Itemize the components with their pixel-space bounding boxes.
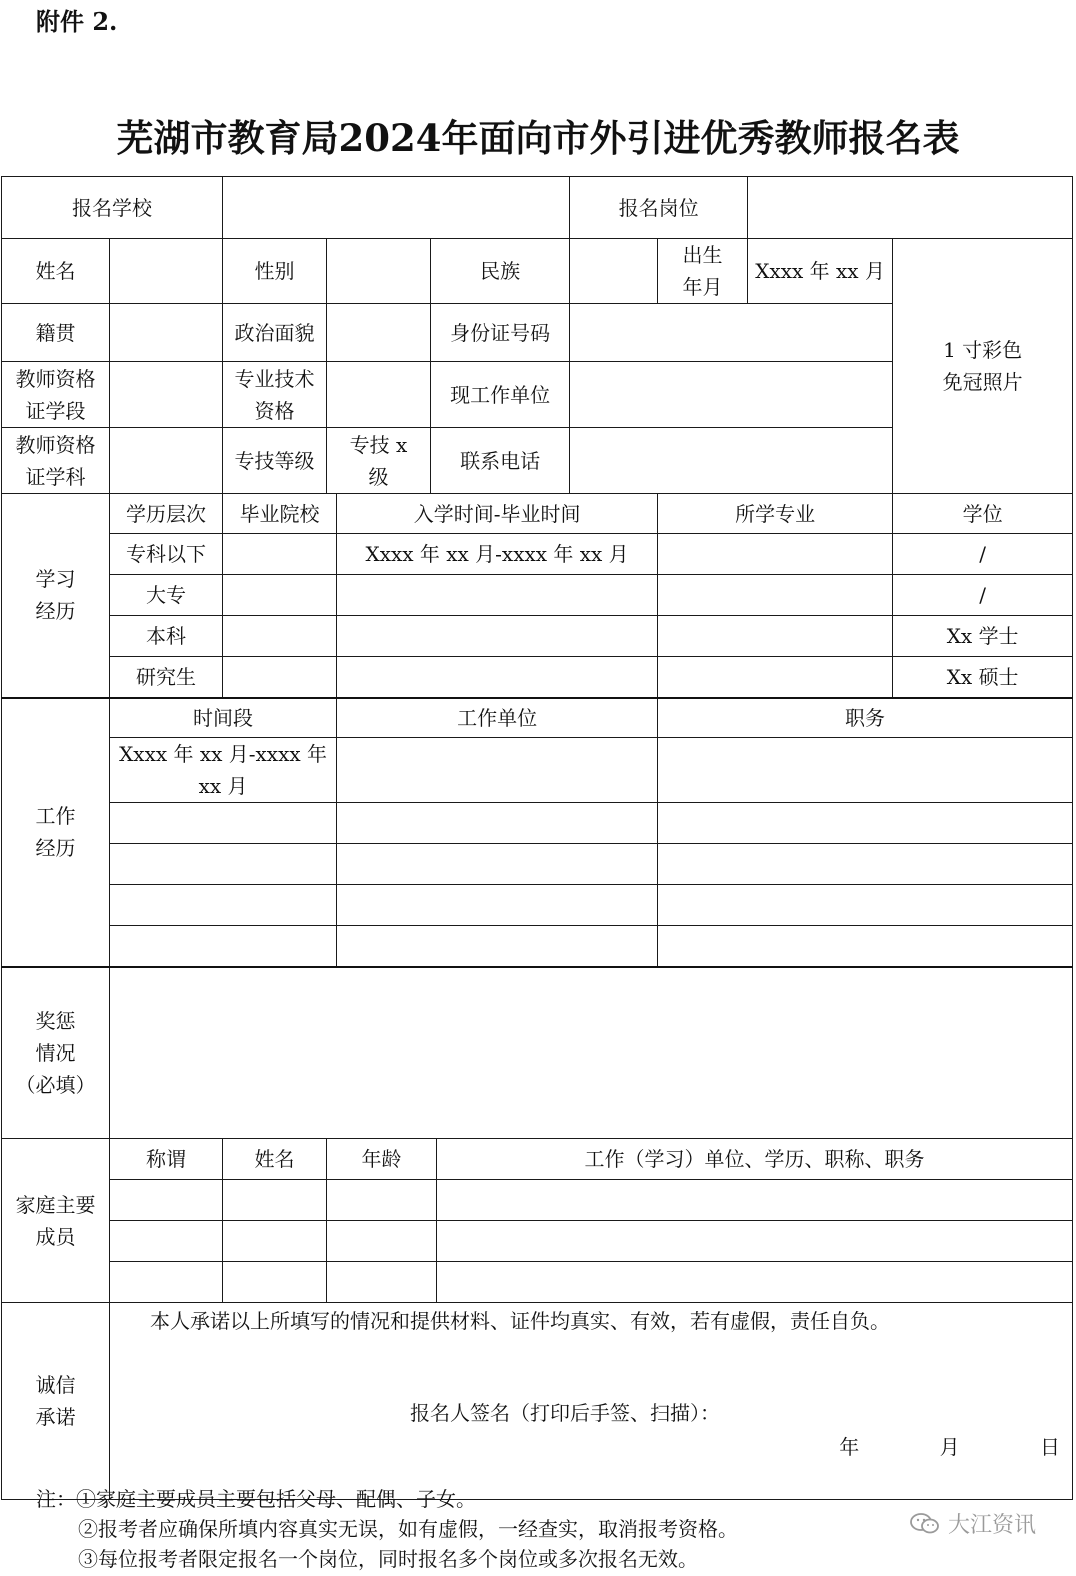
form-title: 芜湖市教育局2024年面向市外引进优秀教师报名表: [116, 116, 960, 160]
pledge-label-line2: 承诺: [35, 1405, 76, 1429]
edu-row-major[interactable]: [658, 534, 893, 575]
family-header-name: 姓名: [223, 1139, 327, 1180]
phone-label: 联系电话: [430, 428, 569, 494]
edu-header-school: 毕业院校: [223, 494, 337, 534]
edu-row-degree[interactable]: /: [893, 534, 1073, 575]
edu-row-school[interactable]: [223, 616, 337, 657]
work-row-period[interactable]: [110, 844, 337, 885]
photo-text-line1: 1 寸彩色: [943, 338, 1023, 362]
photo-box[interactable]: [893, 239, 1073, 494]
work-row-title[interactable]: [658, 926, 1073, 967]
edu-header-major: 所学专业: [658, 494, 893, 534]
work-row-unit[interactable]: [337, 885, 658, 926]
native-field[interactable]: [110, 304, 223, 362]
cert-subject-line2: 证学科: [25, 464, 86, 489]
ethnicity-field[interactable]: [570, 239, 658, 304]
pledge-label-line1: 诚信: [35, 1373, 76, 1397]
edu-row-school[interactable]: [223, 575, 337, 616]
awards-label: [2, 967, 110, 1139]
wechat-icon: [910, 1512, 940, 1536]
birth-label-line2: 年月: [682, 275, 723, 299]
edu-row-period[interactable]: [337, 575, 658, 616]
gender-field[interactable]: [327, 239, 431, 304]
date-month: 月: [939, 1435, 960, 1459]
pledge-field[interactable]: [110, 1303, 1073, 1500]
notes: [36, 1484, 738, 1574]
family-row-name[interactable]: [223, 1221, 327, 1262]
edu-row-level: 大专: [110, 575, 223, 616]
birth-label: [658, 239, 748, 304]
id-label: 身份证号码: [430, 304, 569, 362]
family-row-age[interactable]: [327, 1180, 437, 1221]
gender-label: 性别: [223, 239, 327, 304]
edu-row-school[interactable]: [223, 534, 337, 575]
edu-row-period[interactable]: Xxxx 年 xx 月-xxxx 年 xx 月: [337, 534, 658, 575]
family-row-details[interactable]: [436, 1180, 1072, 1221]
edu-header-degree: 学位: [893, 494, 1073, 534]
signature-label: 报名人签名（打印后手签、扫描）：: [410, 1401, 720, 1425]
family-header-relation: 称谓: [110, 1139, 223, 1180]
edu-row-major[interactable]: [658, 657, 893, 698]
position-label: 报名岗位: [570, 177, 748, 239]
work-row-period[interactable]: [110, 885, 337, 926]
work-row-unit[interactable]: [337, 926, 658, 967]
work-row-unit[interactable]: [337, 738, 658, 803]
note-2: ②报考者应确保所填内容真实无误，如有虚假，一经查实，取消报考资格。: [78, 1517, 738, 1541]
edu-row-period[interactable]: [337, 616, 658, 657]
school-label: 报名学校: [2, 177, 223, 239]
edu-row-school[interactable]: [223, 657, 337, 698]
work-row-title[interactable]: [658, 738, 1073, 803]
family-section-label: [2, 1139, 110, 1303]
work-label-line1: 工作: [35, 804, 76, 828]
family-header-details: 工作（学习）单位、学历、职称、职务: [436, 1139, 1072, 1180]
awards-label-line2: 情况: [35, 1040, 76, 1065]
cert-subject-line1: 教师资格: [15, 432, 96, 457]
current-unit-label: 现工作单位: [430, 362, 569, 428]
cert-stage-label: [2, 362, 110, 428]
tech-qual-line1: 专业技术: [234, 366, 315, 391]
note-3: ③每位报考者限定报名一个岗位，同时报名多个岗位或多次报名无效。: [78, 1547, 698, 1571]
pledge-statement: 本人承诺以上所填写的情况和提供材料、证件均真实、有效，若有虚假，责任自负。: [150, 1309, 890, 1333]
date-year: 年: [839, 1435, 860, 1459]
edu-row-level: 专科以下: [110, 534, 223, 575]
awards-label-line3: （必填）: [15, 1072, 96, 1097]
edu-row-degree[interactable]: Xx 硕士: [893, 657, 1073, 698]
edu-row-period[interactable]: [337, 657, 658, 698]
registration-form: [1, 176, 1073, 1500]
awards-label-line1: 奖惩: [35, 1008, 76, 1033]
work-header-unit: 工作单位: [337, 698, 658, 738]
cert-stage-line2: 证学段: [25, 398, 86, 423]
work-row-unit[interactable]: [337, 803, 658, 844]
tech-qual-label: [223, 362, 327, 428]
work-header-period: 时间段: [110, 698, 337, 738]
family-row-details[interactable]: [436, 1262, 1072, 1303]
position-field[interactable]: [747, 177, 1072, 239]
name-field[interactable]: [110, 239, 223, 304]
cert-stage-line1: 教师资格: [15, 366, 96, 391]
family-row-relation[interactable]: [110, 1262, 223, 1303]
education-section-label: [2, 494, 110, 698]
birth-label-line1: 出生: [682, 243, 723, 267]
family-row-name[interactable]: [223, 1180, 327, 1221]
tech-qual-line2: 资格: [254, 398, 295, 423]
edu-row-level: 研究生: [110, 657, 223, 698]
edu-row-degree[interactable]: Xx 学士: [893, 616, 1073, 657]
work-row-period[interactable]: [110, 803, 337, 844]
family-header-age: 年龄: [327, 1139, 437, 1180]
tech-level-field[interactable]: [327, 428, 431, 494]
cert-stage-field[interactable]: [110, 362, 223, 428]
pledge-label: [2, 1303, 110, 1500]
education-label-line1: 学习: [35, 567, 76, 592]
edu-header-period: 入学时间-毕业时间: [337, 494, 658, 534]
family-row-relation[interactable]: [110, 1221, 223, 1262]
work-row-title[interactable]: [658, 803, 1073, 844]
watermark-text: 大江资讯: [947, 1513, 1036, 1538]
family-row-age[interactable]: [327, 1262, 437, 1303]
work-row-title[interactable]: [658, 844, 1073, 885]
name-label: 姓名: [2, 239, 110, 304]
birth-field[interactable]: Xxxx 年 xx 月: [747, 239, 892, 304]
family-row-details[interactable]: [436, 1221, 1072, 1262]
work-row-unit[interactable]: [337, 844, 658, 885]
family-row-name[interactable]: [223, 1262, 327, 1303]
school-field[interactable]: [223, 177, 570, 239]
edu-row-degree[interactable]: /: [893, 575, 1073, 616]
family-label-line1: 家庭主要: [15, 1192, 96, 1217]
edu-header-level: 学历层次: [110, 494, 223, 534]
political-field[interactable]: [327, 304, 431, 362]
family-row-age[interactable]: [327, 1221, 437, 1262]
signature-date: [805, 1431, 1060, 1463]
edu-row-major[interactable]: [658, 616, 893, 657]
note-1: 注：①家庭主要成员主要包括父母、配偶、子女。: [36, 1487, 476, 1511]
work-row-title[interactable]: [658, 885, 1073, 926]
cert-subject-label: [2, 428, 110, 494]
tech-qual-field[interactable]: [327, 362, 431, 428]
native-label: 籍贯: [2, 304, 110, 362]
work-label-line2: 经历: [35, 836, 76, 860]
current-unit-field[interactable]: [570, 362, 893, 428]
political-label: 政治面貌: [223, 304, 327, 362]
tech-level-line2: 级: [368, 464, 389, 489]
awards-field[interactable]: [110, 967, 1073, 1139]
work-header-title: 职务: [658, 698, 1073, 738]
family-label-line2: 成员: [35, 1224, 76, 1249]
education-label-line2: 经历: [35, 599, 76, 624]
id-field[interactable]: [570, 304, 893, 362]
ethnicity-label: 民族: [430, 239, 569, 304]
attachment-label: 附件 2.: [36, 7, 118, 36]
phone-field[interactable]: [570, 428, 893, 494]
work-row-period[interactable]: [110, 926, 337, 967]
work-row-period[interactable]: Xxxx 年 xx 月-xxxx 年 xx 月: [110, 738, 337, 803]
tech-level-label: 专技等级: [223, 428, 327, 494]
date-day: 日: [1040, 1435, 1060, 1459]
work-section-label: [2, 698, 110, 967]
tech-level-line1: 专技 x: [349, 432, 408, 457]
family-row-relation[interactable]: [110, 1180, 223, 1221]
watermark: [910, 1508, 1036, 1539]
photo-text-line2: 免冠照片: [942, 370, 1023, 394]
edu-row-major[interactable]: [658, 575, 893, 616]
edu-row-level: 本科: [110, 616, 223, 657]
cert-subject-field[interactable]: [110, 428, 223, 494]
